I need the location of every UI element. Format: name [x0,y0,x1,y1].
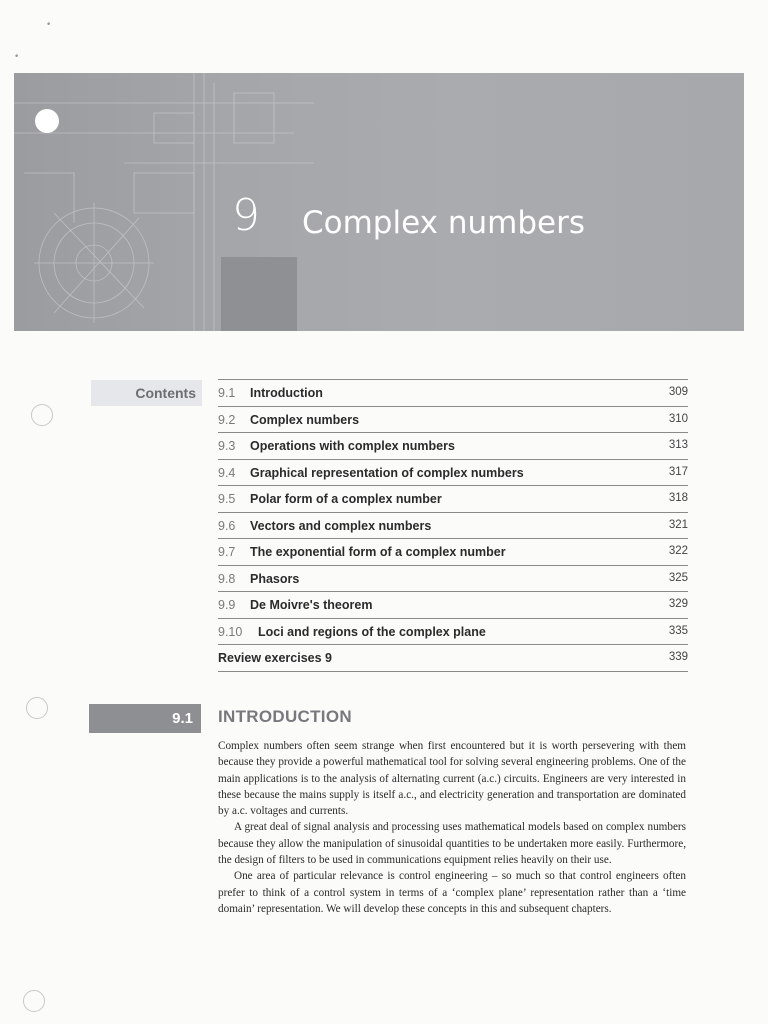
toc-row[interactable] [218,460,688,487]
toc-number: 9.5 [218,492,236,506]
toc-row[interactable] [218,592,688,619]
binder-hole-ring [26,697,48,719]
table-of-contents [218,379,688,672]
toc-page: 322 [668,545,688,557]
binder-hole-ring [23,990,45,1012]
section-number-tab: 9.1 [89,704,201,733]
chapter-title: Complex numbers [302,205,585,241]
toc-page: 313 [668,439,688,451]
scan-speck: • [14,52,20,62]
toc-page: 317 [668,465,688,478]
toc-title: Phasors [250,571,300,586]
binder-hole-ring [31,404,53,426]
toc-page: 329 [668,598,688,610]
toc-title: Polar form of a complex number [250,492,442,506]
toc-row[interactable] [218,513,688,540]
toc-number: 9.4 [218,465,236,480]
chapter-number-block [221,257,297,331]
toc-title: Introduction [250,386,323,400]
toc-page: 325 [668,571,688,584]
binder-hole [35,109,59,133]
toc-row[interactable] [218,433,688,460]
paragraph: A great deal of signal analysis and processing uses mathematical models based on complex numbers because they allow the manipulation of sinusoidal quantities to be undertaken more easily. Furthermore, the design of filters to be used in communications equipment relies heavily on their use. [218,821,686,867]
toc-number: 9.8 [218,571,236,586]
chapter-banner [14,73,744,331]
toc-title: Vectors and complex numbers [250,518,432,533]
paragraph: Complex numbers often seem strange when first encountered but it is worth persevering with them because they provide a powerful mathematical tool for solving several engineering problems. One of the main applications is to the analysis of alternating current (a.c.) circuits. Engineers are very interested in these because the mains supply is itself a.c., and electricity generation and transportation are dominated by a.c. voltages and currents. [218,740,686,818]
section-body [218,738,686,917]
toc-number: 9.9 [218,598,236,612]
toc-title: De Moivre's theorem [250,598,373,612]
toc-title: Complex numbers [250,412,360,427]
toc-page: 309 [668,386,688,398]
toc-title: Operations with complex numbers [250,439,455,453]
toc-number: 9.10 [218,624,243,639]
scan-speck: • [46,20,52,30]
contents-label: Contents [91,380,202,406]
toc-row[interactable] [218,539,688,566]
toc-row[interactable] [218,380,688,407]
toc-title: Review exercises 9 [218,651,332,665]
toc-number: 9.7 [218,545,236,559]
toc-number: 9.3 [218,439,236,453]
toc-row[interactable] [218,566,688,593]
toc-page: 335 [668,624,688,637]
toc-page: 318 [668,492,688,504]
paragraph: One area of particular relevance is control engineering – so much so that control engineers often prefer to think of a control system in terms of a ‘complex plane’ representation rather than a ‘time domain’ representation. We will develop these concepts in this and subsequent chapters. [218,870,686,915]
toc-page: 310 [668,412,688,425]
chapter-number: 9 [232,190,260,241]
toc-page: 321 [668,518,688,531]
toc-number: 9.1 [218,386,236,400]
toc-row[interactable] [218,619,688,646]
toc-title: The exponential form of a complex number [250,545,506,559]
toc-row-review[interactable] [218,645,688,672]
toc-title: Graphical representation of complex numbers [250,465,524,480]
toc-title: Loci and regions of the complex plane [258,624,486,639]
toc-row[interactable] [218,407,688,434]
toc-page: 339 [668,651,688,663]
toc-number: 9.6 [218,518,236,533]
toc-row[interactable] [218,486,688,513]
toc-number: 9.2 [218,412,236,427]
section-heading: INTRODUCTION [218,707,352,726]
